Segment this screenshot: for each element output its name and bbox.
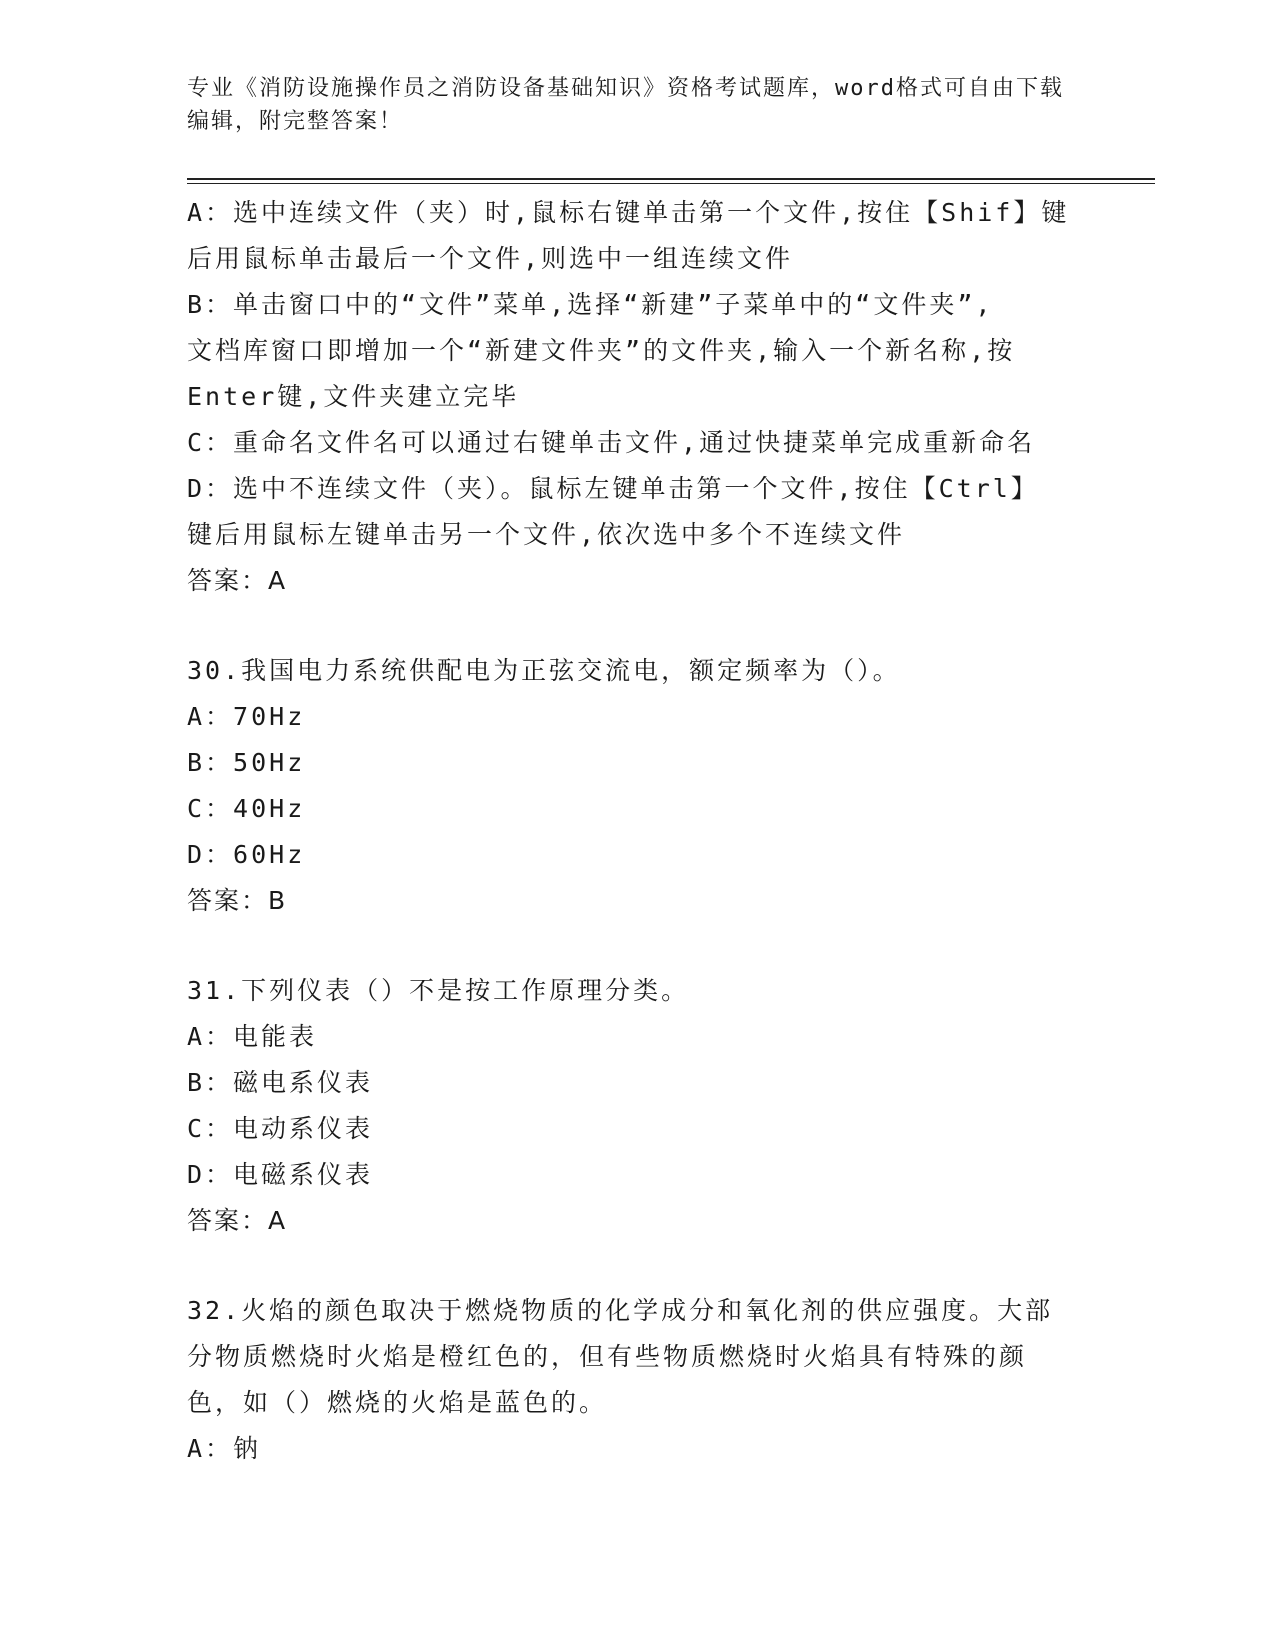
q29-option-b-line2: 文档库窗口即增加一个“新建文件夹”的文件夹,输入一个新名称,按 — [187, 336, 1016, 365]
q31-option-d: D：电磁系仪表 — [187, 1160, 374, 1189]
q31-option-c: C：电动系仪表 — [187, 1114, 374, 1143]
q29-answer: 答案：A — [187, 566, 288, 595]
q30-option-d: D：60Hz — [187, 840, 306, 869]
q30-stem: 30.我国电力系统供配电为正弦交流电，额定频率为（）。 — [187, 656, 901, 685]
document-header — [187, 72, 1067, 138]
question-list — [187, 190, 1087, 1472]
q31-option-b: B：磁电系仪表 — [187, 1068, 374, 1097]
q29-option-c: C：重命名文件名可以通过右键单击文件,通过快捷菜单完成重新命名 — [187, 428, 1036, 457]
header-divider-top — [187, 178, 1155, 180]
q30-option-c: C：40Hz — [187, 794, 306, 823]
question-31-block — [187, 968, 1087, 1244]
q32-stem-line3: 色，如（）燃烧的火焰是蓝色的。 — [187, 1388, 608, 1417]
question-29-block — [187, 190, 1087, 604]
q30-answer: 答案：B — [187, 886, 288, 915]
q32-option-a: A：钠 — [187, 1434, 262, 1463]
q30-option-b: B：50Hz — [187, 748, 306, 777]
question-32-block — [187, 1288, 1087, 1472]
q29-option-b-line3: Enter键,文件夹建立完毕 — [187, 382, 520, 411]
q31-answer: 答案：A — [187, 1206, 288, 1235]
q31-stem: 31.下列仪表（）不是按工作原理分类。 — [187, 976, 690, 1005]
q29-option-a-line1: A：选中连续文件（夹）时,鼠标右键单击第一个文件,按住【Shif】键 — [187, 198, 1070, 227]
question-30-block — [187, 648, 1087, 924]
q29-option-b-line1: B：单击窗口中的“文件”菜单,选择“新建”子菜单中的“文件夹”, — [187, 290, 994, 319]
q31-option-a: A：电能表 — [187, 1022, 318, 1051]
header-divider-bottom — [187, 183, 1155, 184]
q30-option-a: A：70Hz — [187, 702, 306, 731]
header-title: 专业《消防设施操作员之消防设备基础知识》资格考试题库，word格式可自由下载编辑，附完整答案！ — [187, 76, 1064, 134]
q32-stem-line1: 32.火焰的颜色取决于燃烧物质的化学成分和氧化剂的供应强度。大部 — [187, 1296, 1054, 1325]
q29-option-a-line2: 后用鼠标单击最后一个文件,则选中一组连续文件 — [187, 244, 794, 273]
q29-option-d-line2: 键后用鼠标左键单击另一个文件,依次选中多个不连续文件 — [187, 520, 906, 549]
q32-stem-line2: 分物质燃烧时火焰是橙红色的，但有些物质燃烧时火焰具有特殊的颜 — [187, 1342, 1028, 1371]
q29-option-d-line1: D：选中不连续文件（夹）。鼠标左键单击第一个文件,按住【Ctrl】 — [187, 474, 1039, 503]
